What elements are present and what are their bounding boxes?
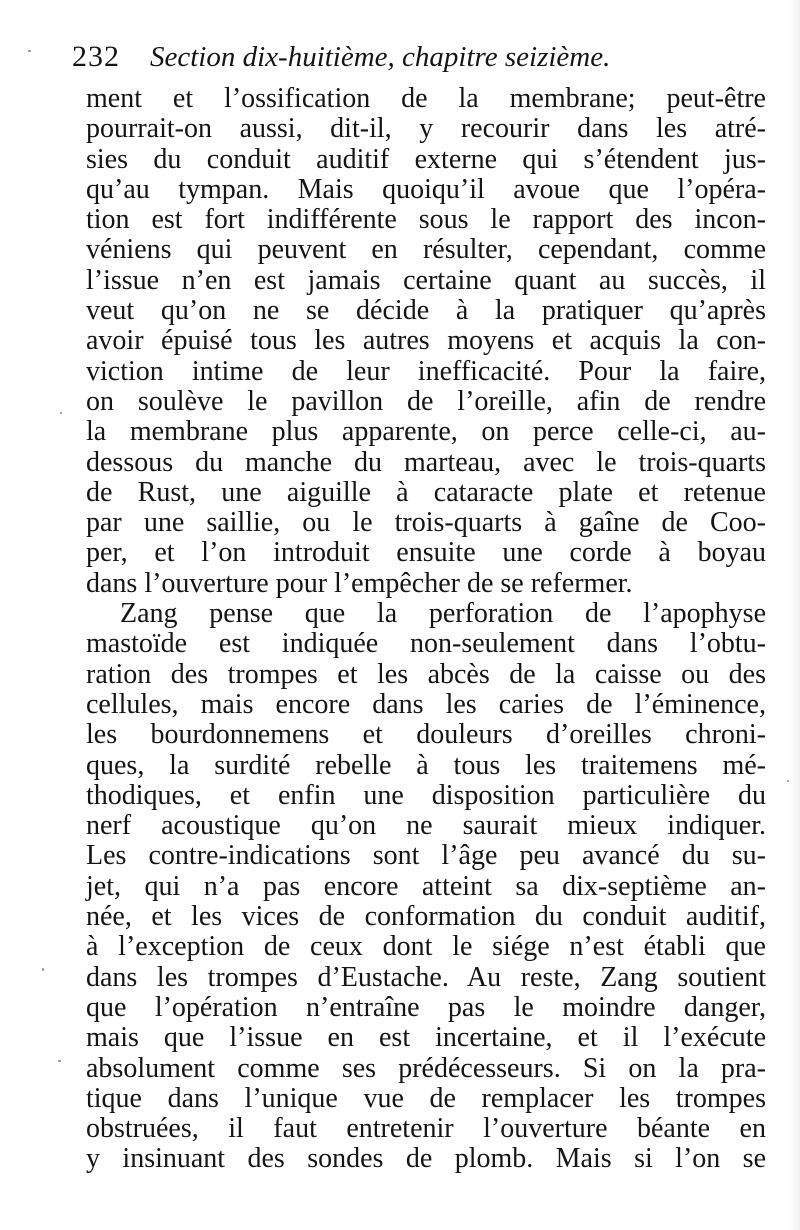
text-line: l’issue n’en est jamais certaine quant au succès, il (86, 264, 766, 296)
text-line: née, et les vices de conformation du conduit auditif, (86, 901, 766, 933)
text-line: nerf acoustique qu’on ne saurait mieux indiquer. (86, 810, 766, 842)
text-line: ques, la surdité rebelle à tous les traitemens mé- (86, 749, 766, 781)
text-line: les bourdonnemens et douleurs d’oreilles chroni- (86, 719, 766, 751)
text-line: absolument comme ses prédécesseurs. Si on la pra- (86, 1052, 766, 1084)
text-line: y insinuant des sondes de plomb. Mais si l’on se (86, 1143, 766, 1175)
page-edge-shadow (790, 0, 800, 1230)
text-line: avoir épuisé tous les autres moyens et acquis la con- (86, 325, 766, 357)
text-line: jet, qui n’a pas encore atteint sa dix-septième an- (86, 870, 766, 902)
text-line: cellules, mais encore dans les caries de l’éminence, (86, 688, 766, 720)
text-line: Zang pense que la perforation de l’apophyse (120, 598, 766, 630)
body-text (86, 84, 766, 1175)
text-line: sies du conduit auditif externe qui s’étendent jus- (86, 143, 766, 175)
text-line: dans l’ouverture pour l’empêcher de se refermer. (86, 567, 633, 599)
print-speck (58, 1060, 61, 1062)
text-line: tique dans l’unique vue de remplacer les trompes (86, 1082, 766, 1114)
print-speck (787, 780, 789, 782)
print-speck (42, 968, 44, 971)
text-line: pourrait-on aussi, dit-il, y recourir dans les atré- (86, 113, 766, 145)
print-speck (28, 50, 31, 52)
text-line: dans les trompes d’Eustache. Au reste, Zang soutient (86, 961, 766, 993)
text-line: la membrane plus apparente, on perce celle-ci, au- (86, 416, 766, 448)
text-line: mais que l’issue en est incertaine, et il l’exécute (86, 1022, 766, 1054)
text-line: Les contre-indications sont l’âge peu avancé du su- (86, 840, 766, 872)
text-line: veut qu’on ne se décide à la pratiquer qu’après (86, 295, 766, 327)
text-line: tion est fort indifférente sous le rapport des incon- (86, 204, 766, 236)
print-speck (60, 412, 62, 414)
text-line: viction intime de leur inefficacité. Pour la faire, (86, 355, 766, 387)
text-line: dessous du manche du marteau, avec le trois-quarts (86, 446, 766, 478)
text-line: ment et l’ossification de la membrane; peut-être (86, 83, 766, 114)
text-line: thodiques, et enfin une disposition particulière du (86, 779, 766, 811)
text-line: à l’exception de ceux dont le siége n’est établi que (86, 931, 766, 963)
text-line: obstruées, il faut entretenir l’ouverture béante en (86, 1113, 766, 1145)
text-line: mastoïde est indiquée non-seulement dans l’obtu- (86, 628, 766, 660)
text-line: véniens qui peuvent en résulter, cependant, comme (86, 234, 766, 266)
text-line: par une saillie, ou le trois-quarts à gaîne de Coo- (86, 507, 766, 539)
text-line: per, et l’on introduit ensuite une corde à boyau (86, 537, 766, 569)
running-head: Section dix-huitième, chapitre seizième. (150, 41, 611, 73)
text-line: qu’au tympan. Mais quoiqu’il avoue que l’opéra- (86, 173, 766, 205)
text-line: ration des trompes et les abcès de la caisse ou des (86, 658, 766, 690)
text-line: on soulève le pavillon de l’oreille, afin de rendre (86, 385, 766, 417)
text-line: de Rust, une aiguille à cataracte plate et retenue (86, 476, 766, 508)
page-header (72, 40, 712, 80)
page-number: 232 (72, 40, 120, 73)
text-line: que l’opération n’entraîne pas le moindre danger, (86, 991, 766, 1023)
